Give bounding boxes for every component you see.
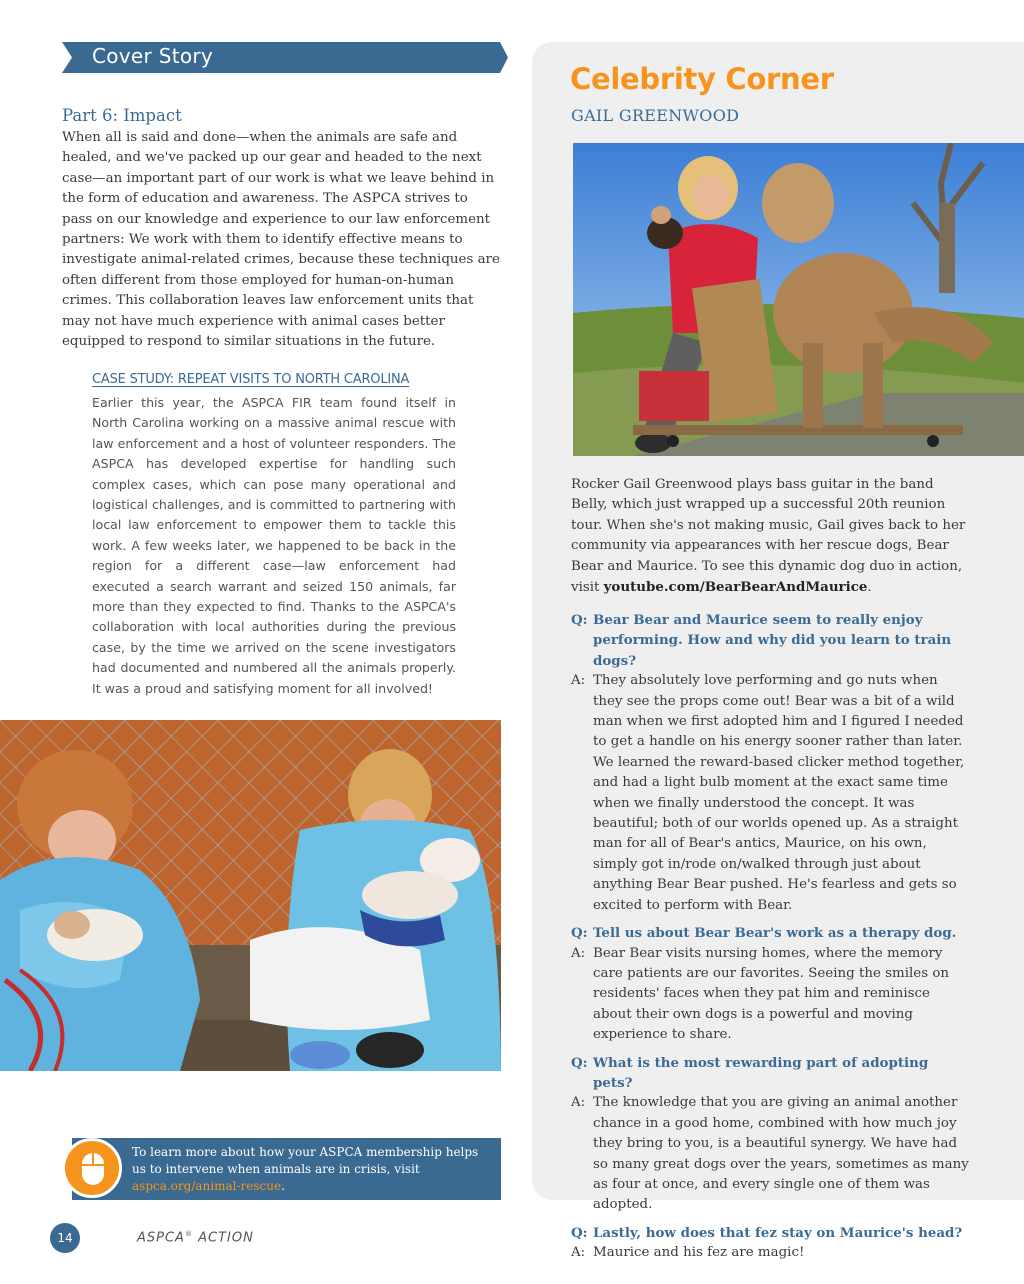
qa-item [571, 610, 971, 916]
qa-item [571, 923, 971, 1045]
question-marker: Q: [571, 612, 588, 628]
youtube-link[interactable]: youtube.com/BearBearAndMaurice [603, 579, 868, 596]
question: Q: Tell us about Bear Bear's work as a therapy dog. [571, 923, 971, 943]
answer-marker: A: [571, 945, 586, 961]
qa-item [571, 1053, 971, 1216]
answer-marker: A: [571, 673, 586, 689]
part-body: When all is said and done—when the animals are safe and healed, and we've packed up our gear and headed to the next case—an important part of our work is what we leave behind in the form of education and awareness. The ASPCA strives to pass on our knowledge and experience to our law enforcement partners: We work with them to identify effective means to investigate animal-related crimes, because these techniques are often different from those employed for human-on-human crimes. This collaboration leaves law enforcement units that may not have much experience with animal cases better equipped to respond to similar situations in the future. [62, 130, 500, 350]
answer: A: Maurice and his fez are magic! [571, 1243, 971, 1263]
question: Q: Lastly, how does that fez stay on Maurice's head? [571, 1223, 971, 1243]
interview-qa [571, 610, 971, 1271]
qa-item [571, 1223, 971, 1264]
celebrity-corner-title: Celebrity Corner [570, 62, 834, 96]
answer: A: Bear Bear visits nursing homes, where the memory care patients are our favorites. Seeing the smiles on residents' faces when they pat him and reminisce about their own dogs is a powerful and moving experience to share. [571, 945, 950, 1043]
question: Q: What is the most rewarding part of adopting pets? [571, 1054, 929, 1091]
celebrity-dogs-photo [573, 143, 1024, 456]
section-banner [62, 42, 508, 73]
animal-rescue-link[interactable]: aspca.org/animal-rescue [132, 1179, 282, 1193]
page-number: 14 [50, 1223, 80, 1253]
answer: A: They absolutely love performing and go nuts when they see the props come out! Bear was a bit of a wild man when we first adopted him and I figured I needed to get a handle on his energy sooner rather than later. We learned the reward-based clicker method together, and had a light bulb moment at the exact same time when we finally understood the concept. It was beautiful; both of our worlds opened up. As a straight man for all of Bear's antics, Maurice, on his own, simply got in/rode on/walked through just about anything Bear Bear pushed. He's fearless and gets so excited to perform with Bear. [571, 673, 965, 913]
magazine-name: ASPCA® ACTION [137, 1230, 254, 1246]
question-marker: Q: [571, 925, 588, 942]
promo-text: To learn more about how your ASPCA membership helps us to intervene when animals are in crisis, visit aspca.org/animal-rescue. [132, 1145, 479, 1193]
case-study-body: Earlier this year, the ASPCA FIR team found itself in North Carolina working on a massive animal rescue with law enforcement and a host of volunteer responders. The ASPCA has developed expertise for handling such complex cases, which can pose many operational and logistical challenges, and is committed to partnering with local law enforcement to empower them to tackle this work. A few weeks later, we happened to be back in the region for a different case—law enforcement had executed a search warrant and seized 150 animals, far more than they expected to find. Thanks to the ASPCA's collaboration with local authorities during the previous case, by the time we arrived on the scene investigators had documented and numbered all the animals properly. It was a proud and satisfying moment for all involved! [92, 395, 456, 696]
celebrity-name: GAIL GREENWOOD [571, 106, 740, 125]
answer-marker: A: [571, 1095, 586, 1111]
answer-marker: A: [571, 1245, 586, 1261]
answer: A: The knowledge that you are giving an animal another chance in a good home, combined with how much joy they bring to you, is a beautiful synergy. We have had so many great dogs over the years, sometimes as many as four at once, and every single one of them was adopted. [571, 1095, 969, 1213]
section-label: Cover Story [92, 44, 214, 68]
question-marker: Q: [571, 1054, 588, 1071]
case-study-heading: CASE STUDY: REPEAT VISITS TO NORTH CAROLINA [92, 372, 410, 387]
rescue-workers-photo [0, 720, 501, 1071]
question: Q: Bear Bear and Maurice seem to really enjoy performing. How and why did you learn to train dogs? [571, 612, 952, 669]
celebrity-intro: Rocker Gail Greenwood plays bass guitar in the band Belly, which just wrapped up a successful 20th reunion tour. When she's not making music, Gail gives back to her community via appearances with her rescue dogs, Bear Bear and Maurice. To see this dynamic dog duo in action, visit youtube.com/BearBearAndMaurice. [571, 477, 966, 596]
part-heading: Part 6: Impact [62, 106, 182, 125]
question-marker: Q: [571, 1224, 588, 1241]
membership-promo [72, 1138, 501, 1200]
mouse-icon [62, 1138, 122, 1198]
